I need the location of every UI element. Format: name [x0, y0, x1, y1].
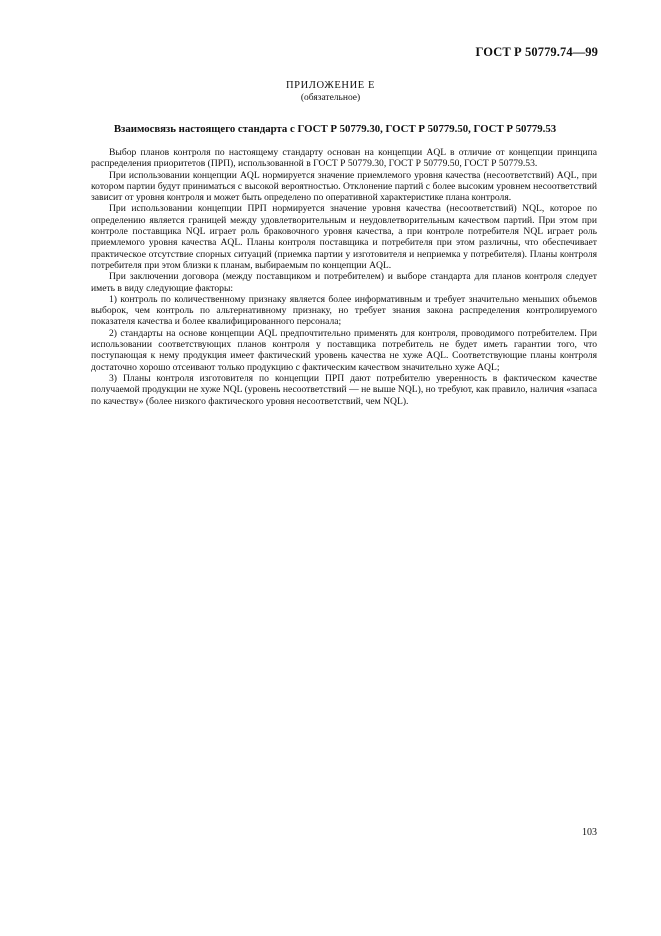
standard-code-header: ГОСТ Р 50779.74—99	[475, 45, 598, 59]
paragraph-factor-3: 3) Планы контроля изготовителя по концепции ПРП дают потребителю уверенность в фактическом качестве получаемой продукции не хуже NQL (уровень несоответствий — не выше NQL), но требуют, как правило, наличия «запаса по качеству» (более низкого фактического уровня несоответствий, чем NQL).	[91, 372, 597, 407]
annex-heading	[0, 80, 661, 104]
page-number: 103	[582, 827, 597, 838]
paragraph-aql-concept: При использовании концепции AQL нормируется значение приемлемого уровня качества (несоответствий) AQL, при котором партии будут приниматься с высокой вероятностью. Отклонение партий с более высоким уровнем несоответствий зависит от уровня контроля и может быть определено по оперативной характеристике плана контроля.	[91, 169, 597, 204]
section-title: Взаимосвязь настоящего стандарта с ГОСТ Р 50779.30, ГОСТ Р 50779.50, ГОСТ Р 50779.53	[113, 123, 557, 135]
body-text	[91, 147, 597, 407]
paragraph-aql-choice: Выбор планов контроля по настоящему стандарту основан на концепции AQL в отличие от концепции принципа распределения приоритетов (ПРП), использованной в ГОСТ Р 50779.30, ГОСТ Р 50779.50, ГОСТ Р 50779.53.	[91, 147, 597, 170]
paragraph-prp-concept: При использовании концепции ПРП нормируется значение уровня качества (несоответствий) NQL, которое по определению является границей между удовлетворительным и неудовлетворительным качеством партий. При этом при контроле поставщика NQL играет роль браковочного уровня качества, а при контроле потребителя NQL играет роль приемлемого уровня качества AQL. Планы контроля поставщика и потребителя при этом различны, что обеспечивает практическое отсутствие спорных ситуаций (приемка партии у изготовителя и неприемка у потребителя). Планы контроля потребителя при этом близки к планам, выбираемым по концепции AQL.	[91, 203, 597, 271]
paragraph-contract-factors: При заключении договора (между поставщиком и потребителем) и выборе стандарта для планов контроля следует иметь в виду следующие факторы:	[91, 271, 597, 294]
paragraph-factor-2: 2) стандарты на основе концепции AQL предпочтительно применять для контроля, проводимого потребителем. При использовании соответствующих планов контроля у поставщика потребитель не будет иметь гарантии того, что поступающая к нему продукция имеет фактический уровень качества не хуже AQL. Соответствующие планы контроля достаточно хорошо отсеивают только продукцию с фактическим качеством значительно хуже AQL;	[91, 327, 597, 373]
annex-title: ПРИЛОЖЕНИЕ Е	[285, 80, 376, 91]
annex-status: (обязательное)	[300, 93, 361, 103]
paragraph-factor-1: 1) контроль по количественному признаку является более информативным и требует значительно меньших объемов выборок, чем контроль по альтернативному признаку, но требует знания закона распределения контролируемого показателя качества и более квалифицированного персонала;	[91, 293, 597, 328]
